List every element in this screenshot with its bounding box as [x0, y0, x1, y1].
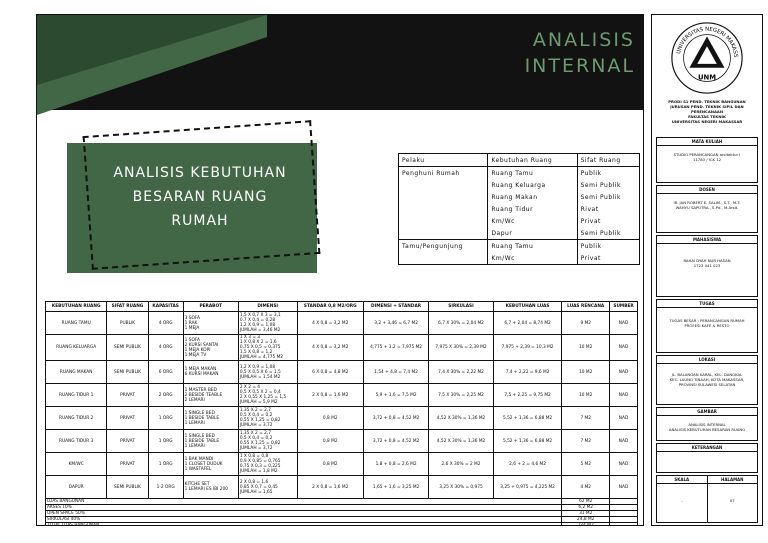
mata-kuliah-label: MATA KULIAH — [657, 138, 757, 146]
tugas-label: TUGAS — [657, 300, 757, 308]
pelaku-cell: Tamu/Pengunjung — [399, 240, 488, 253]
table-cell: NAD — [610, 361, 638, 384]
table-cell: 3,72 + 0,8 = 4,52 M2 — [363, 407, 428, 430]
table-cell: PRIVAT — [107, 430, 148, 453]
summary-empty — [610, 523, 638, 527]
halaman-value: 07 — [729, 498, 735, 503]
summary-row — [46, 523, 638, 527]
gambar-label: GAMBAR — [657, 408, 757, 416]
table-cell: 1 SINGLE BED 1 BESIDE TABLE 1 LEMARI — [183, 407, 238, 430]
drawing-sheet — [36, 14, 644, 526]
sifat-cell: Semi Publik — [577, 191, 639, 203]
table-cell: RUANG MAKAN — [46, 361, 107, 384]
gambar-value: ANALISIS INTERNAL ANALISIS KEBUTUHAN BESARAN RUANG — [668, 422, 746, 432]
halaman-label: HALAMAN — [708, 476, 758, 484]
column-header: SIFAT RUANG — [107, 302, 148, 312]
table-cell: 1,35 X 2 = 2,7 0,5 X 0,4 = 0,2 0,55 X 1,25 = 0,82 JUMLAH = 3,72 — [238, 430, 297, 453]
table-row — [46, 312, 638, 335]
table-cell: 6,7 X 30% = 2,04 M2 — [429, 312, 494, 335]
table-cell: SEMI PUBLIK — [107, 335, 148, 361]
table-cell: 1,35 X 2 = 2,7 0,5 X 0,4 = 0,2 0,55 X 1,25 = 0,82 JUMLAH = 3,72 — [238, 407, 297, 430]
header-title — [525, 27, 635, 79]
sifat-cell: Privat — [577, 215, 639, 227]
table-cell: 10 M2 — [562, 384, 610, 407]
table-cell: 0,8 M2 — [297, 407, 363, 430]
skala-cell — [657, 476, 708, 522]
table-cell: 10 M2 — [562, 361, 610, 384]
table-cell: 2 ORG — [148, 384, 183, 407]
dosen-value: IR. JAN ROBERT E. SALIM., S.T., M.T. WAHYU SAPUTRA., S.Pd., M.Arsit. — [673, 200, 741, 210]
kebutuhan-cell: Ruang Tamu — [488, 240, 577, 253]
table-cell: PRIVAT — [107, 453, 148, 476]
dosen-label: DOSEN — [657, 186, 757, 194]
table-cell: 0,8 M2 — [297, 430, 363, 453]
kebutuhan-cell: Km/Wc — [488, 252, 577, 265]
table-cell: PUBLIK — [107, 312, 148, 335]
table-cell: 7,5 X 30% = 2,25 M2 — [429, 384, 494, 407]
summary-label: SIRKULASI 40% — [46, 517, 562, 523]
institution-line: UNIVERSITAS NEGERI MAKASSAR — [671, 119, 743, 124]
table-cell: 4,775 + 3,2 = 7,975 M2 — [363, 335, 428, 361]
table-cell: 1-2 ORG — [148, 476, 183, 499]
lokasi-value: JL. BALANGAN KARAL, KEL. DANGKAL KEC. LUUNG TINAAH, KOTA MAKASSAR, PROVINSI SULAWESI SELATAN — [669, 372, 745, 387]
summary-label: AKSES 10% — [46, 505, 562, 511]
table-cell: 4 ORG — [148, 312, 183, 335]
table-cell: 1 MASTER BED 2 BESIDE TEABLE 2 LEMARI — [183, 384, 238, 407]
table-cell: KITCHE SET 1 LEMARI ES IBI 200 — [183, 476, 238, 499]
pelaku-row — [399, 167, 640, 180]
pelaku-cell — [399, 227, 488, 240]
summary-label: OPEN SPACE 50% — [46, 511, 562, 517]
table-cell: RUANG TIDUR 3 — [46, 430, 107, 453]
table-cell: 1,8 + 0,8 = 2,6 M2 — [363, 453, 428, 476]
sifat-cell: Semi Publik — [577, 179, 639, 191]
dosen-section — [656, 185, 758, 233]
header-banner — [37, 15, 643, 110]
pelaku-row — [399, 215, 640, 227]
pelaku-row — [399, 191, 640, 203]
header-line-1: ANALISIS — [532, 29, 635, 51]
table-cell: 2 X 2 = 4 0,5 X 0,5 X 2 = 0,4 2 X 0,55 X 1,25 = 1,5 JUMLAH = 5,9 M2 — [238, 384, 297, 407]
kebutuhan-cell: Ruang Tidur — [488, 203, 577, 215]
hero-title-line: BESARAN RUANG — [132, 189, 268, 205]
table-cell: 3,2 + 3,46 = 6,7 M2 — [363, 312, 428, 335]
table-cell: 1 ORG — [148, 430, 183, 453]
gambar-section — [656, 407, 758, 441]
table-cell: 7 M2 — [562, 407, 610, 430]
sifat-cell: Publik — [577, 240, 639, 253]
table-cell: 7 M2 — [562, 430, 610, 453]
lokasi-section — [656, 355, 758, 405]
svg-text:UNIVERSITAS NEGERI MAKASSAR: UNIVERSITAS NEGERI MAKASS — [675, 26, 739, 58]
table-cell: 1,5 X 0,7 X 3 = 3,1 0,7 X 0,4 = 0,28 1,2 X 0,9 = 1,08 JUMLAH = 3,46 M2 — [238, 312, 297, 335]
summary-label: TOTAL LUAS BANGUNAN — [46, 523, 562, 527]
pelaku-row — [399, 227, 640, 240]
table-cell: SEMI PUBLIK — [107, 476, 148, 499]
table-cell: 1 X 3 = 3 1 X 0,8 X 2 = 1,6 0,75 X 0,5 = 0,375 1,5 X 0,8 = 1,2 JUMLAH = 4,775 M2 — [238, 335, 297, 361]
table-cell: 4 M2 — [562, 476, 610, 499]
table-cell: 1,65 + 1,6 = 3,25 M2 — [363, 476, 428, 499]
table-cell: 6 ORG — [148, 361, 183, 384]
table-cell: 2,6 X 30% = 2 M2 — [429, 453, 494, 476]
sifat-cell: Privat — [577, 252, 639, 265]
table-cell: 1,54 + 4,8 = 7,4 M2 — [363, 361, 428, 384]
pelaku-cell — [399, 215, 488, 227]
table-cell: NAD — [610, 430, 638, 453]
table-cell: KM/WC — [46, 453, 107, 476]
table-cell: NAD — [610, 335, 638, 361]
table-cell: 7,975 + 2,39 = 10,3 M2 — [493, 335, 562, 361]
skala-label: SKALA — [657, 476, 707, 484]
table-cell: 5,52 + 1,36 = 6,88 M2 — [493, 430, 562, 453]
pelaku-cell — [399, 203, 488, 215]
summary-value: 24,8 M2 — [562, 517, 610, 523]
table-cell: 3,25 X 30% = 0,975 — [429, 476, 494, 499]
table-row — [46, 384, 638, 407]
table-cell: 4 ORG — [148, 335, 183, 361]
column-header: KEBUTUHAN RUANG — [46, 302, 107, 312]
table-cell: NAD — [610, 312, 638, 335]
table-cell: 4,52 X 30% = 1,36 M2 — [429, 430, 494, 453]
table-cell: 1 SOFA 2 KURSI SANTAI 1 MEJA KOPI 1 MEJA TV — [183, 335, 238, 361]
column-header: KEBUTUHAN LUAS — [493, 302, 562, 312]
hero-title — [95, 161, 305, 233]
table-cell: 2,6 + 2 = 4,6 M2 — [493, 453, 562, 476]
table-cell: 1 ORG — [148, 453, 183, 476]
table-cell: 2 X 0,8 = 1,6 M2 — [297, 476, 363, 499]
table-cell: DAPUR — [46, 476, 107, 499]
table-cell: 3,72 + 0,8 = 4,52 M2 — [363, 430, 428, 453]
institution-line: JURUSAN PEND. TEKNIK SIPIL DAN PERENCANAAN — [670, 104, 744, 114]
lokasi-label: LOKASI — [657, 356, 757, 364]
institution-line: FAKULTAS TEKNIK — [688, 114, 726, 119]
header-line-2: INTERNAL — [524, 55, 635, 77]
table-cell: 4 X 0,8 = 3,2 M2 — [297, 312, 363, 335]
table-cell: 1 ORG — [148, 407, 183, 430]
table-row — [46, 335, 638, 361]
column-header: LUAS RENCANA — [562, 302, 610, 312]
pelaku-row — [399, 179, 640, 191]
title-block — [651, 14, 763, 526]
pelaku-row — [399, 252, 640, 265]
table-cell: 1 MEJA MAKAN 6 KURSI MAKAN — [183, 361, 238, 384]
table-cell: 5,9 + 1,6 = 7,5 M2 — [363, 384, 428, 407]
table-row — [46, 407, 638, 430]
table-cell: 0,8 M2 — [297, 453, 363, 476]
table-cell: 3 SOFA 1 RAK 1 MEJA — [183, 312, 238, 335]
table-row — [46, 453, 638, 476]
mahasiswa-label: MAHASISWA — [657, 236, 757, 244]
kebutuhan-cell: Ruang Keluarga — [488, 179, 577, 191]
hero-title-line: RUMAH — [171, 213, 229, 229]
column-header: PERABOT — [183, 302, 238, 312]
university-logo-icon — [668, 19, 746, 97]
column-header: DIMENSI + STANDAR — [363, 302, 428, 312]
table-cell: 7,5 + 2,25 = 9,75 M2 — [493, 384, 562, 407]
table-row — [46, 430, 638, 453]
mahasiswa-section — [656, 235, 758, 297]
table-cell: RUANG TIDUR 2 — [46, 407, 107, 430]
pelaku-header: Pelaku — [399, 154, 488, 167]
institution-block — [654, 99, 760, 124]
sifat-cell: Publik — [577, 167, 639, 180]
requirements-table — [45, 301, 638, 526]
table-cell: 7,4 + 2,22 = 9,6 M2 — [493, 361, 562, 384]
institution-line: PRODI S1 PEND. TEKNIK BANGUNAN — [668, 99, 746, 104]
pelaku-cell — [399, 179, 488, 191]
table-cell: 5,52 + 1,36 = 6,88 M2 — [493, 407, 562, 430]
skala-value: - — [681, 498, 683, 503]
table-cell: PRIVAT — [107, 384, 148, 407]
table-cell: PRIVAT — [107, 407, 148, 430]
pelaku-cell — [399, 252, 488, 265]
table-cell: 7,4 X 30% = 2,22 M2 — [429, 361, 494, 384]
pelaku-table — [398, 153, 640, 265]
table-cell: 2 X 0,8 = 1,6 M2 — [297, 384, 363, 407]
mata-kuliah-section — [656, 137, 758, 183]
table-cell: RUANG TIDUR 1 — [46, 384, 107, 407]
keterangan-section — [656, 443, 758, 473]
tugas-value: TUGAS BESAR : PERANCANGAN RUMAH PROFESI KAFE & RESTO — [669, 318, 745, 328]
table-cell: RUANG TAMU — [46, 312, 107, 335]
column-header: SIRKULASI — [429, 302, 494, 312]
table-cell: SEMI PUBLIK — [107, 361, 148, 384]
pelaku-cell — [399, 191, 488, 203]
column-header: KAPASITAS — [148, 302, 183, 312]
table-cell: NAD — [610, 453, 638, 476]
svg-text:UNM: UNM — [697, 73, 717, 82]
table-cell: NAD — [610, 476, 638, 499]
summary-value: 62 M2 — [562, 499, 610, 505]
tugas-section — [656, 299, 758, 353]
table-cell: RUANG KELUARGA — [46, 335, 107, 361]
table-cell: 1,2 X 0,9 = 1,08 0,5 X 0,5 X 6 = 1,5 JUMLAH = 1,54 M2 — [238, 361, 297, 384]
summary-value: 6,2 M2 — [562, 505, 610, 511]
pelaku-row — [399, 203, 640, 215]
kebutuhan-cell: Dapur — [488, 227, 577, 240]
table-cell: 1 SINGLE BED 1 BESIDE TABLE 1 LEMARI — [183, 430, 238, 453]
column-header: STANDAR 0,8 M2/ORG — [297, 302, 363, 312]
table-cell: 3,25 + 0,975 = 4,225 M2 — [493, 476, 562, 499]
table-cell: NAD — [610, 407, 638, 430]
pelaku-row — [399, 240, 640, 253]
column-header: DIMENSI — [238, 302, 297, 312]
table-cell: 4,52 X 30% = 1,36 M2 — [429, 407, 494, 430]
table-cell: 6,7 + 2,04 = 8,74 M2 — [493, 312, 562, 335]
table-row — [46, 476, 638, 499]
table-cell: 7,975 X 30% = 2,39 M2 — [429, 335, 494, 361]
summary-label: LUAS BANGUNAN — [46, 499, 562, 505]
table-cell: 6 X 0,8 = 4,8 M2 — [297, 361, 363, 384]
pelaku-cell: Penghuni Rumah — [399, 167, 488, 180]
table-cell: 1 X 0,8 = 0,8 0,9 X 0,85 = 0,765 0,75 X 0,3 = 0,225 JUMLAH = 1,8 M2 — [238, 453, 297, 476]
table-cell: 5 M2 — [562, 453, 610, 476]
table-cell: 9 M2 — [562, 312, 610, 335]
mahasiswa-value: RAHAI DYAH NUR HASAN 1723 041 023 — [683, 258, 731, 268]
sifat-cell: Rivat — [577, 203, 639, 215]
kebutuhan-cell: Ruang Makan — [488, 191, 577, 203]
kebutuhan-header: Kebutuhan Ruang — [488, 154, 577, 167]
sifat-cell: Semi Publik — [577, 227, 639, 240]
summary-value: 31 M2 — [562, 511, 610, 517]
keterangan-label: KETERANGAN — [657, 444, 757, 452]
kebutuhan-cell: Ruang Tamu — [488, 167, 577, 180]
skala-halaman-section — [656, 475, 758, 523]
sifat-header: Sifat Ruang — [577, 154, 639, 167]
table-cell: 1 BAK MANDI 1 CLOSET DUDUK 1 WASTAFEL — [183, 453, 238, 476]
summary-value: 124 M2 — [562, 523, 610, 527]
table-cell: 10 M2 — [562, 335, 610, 361]
table-cell: NAD — [610, 384, 638, 407]
table-row — [46, 361, 638, 384]
mata-kuliah-value: STUDIO PERANCANGAN arsitektur I 11783 / ICK 12 — [673, 152, 741, 162]
halaman-cell — [708, 476, 758, 522]
table-cell: 2 X 0,8 = 1,6 0,85 X 0,7 = 0,45 JUMLAH = 1,65 — [238, 476, 297, 499]
hero-title-line: ANALISIS KEBUTUHAN — [113, 165, 287, 181]
column-header: SUMBER — [610, 302, 638, 312]
table-cell: 4 X 0,8 = 3,2 M2 — [297, 335, 363, 361]
kebutuhan-cell: Km/Wc — [488, 215, 577, 227]
